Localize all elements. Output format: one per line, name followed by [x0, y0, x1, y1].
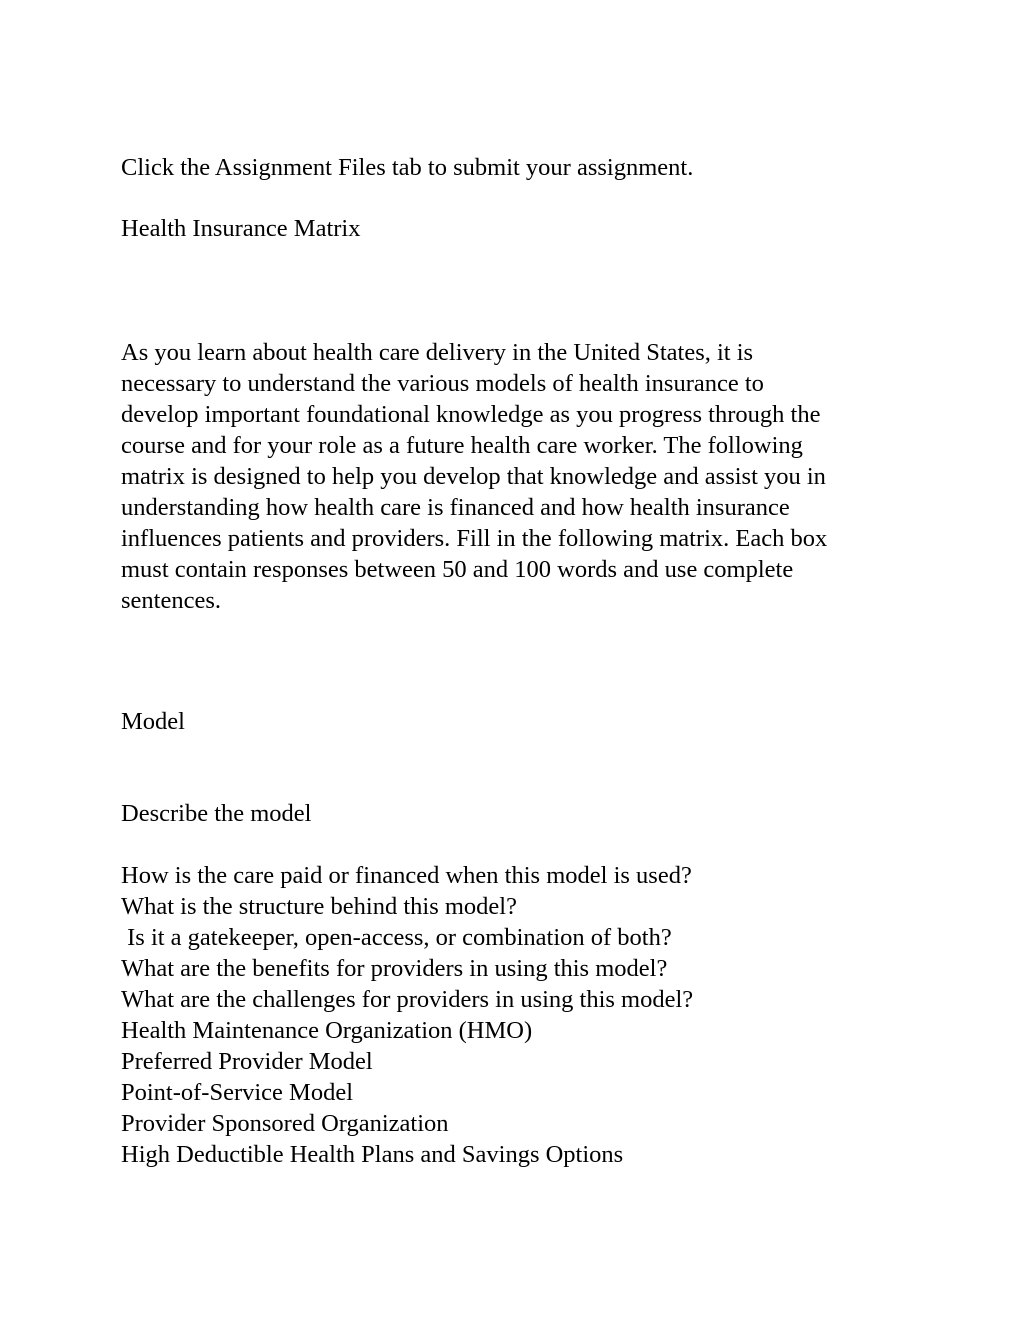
intro-line: course and for your role as a future health care worker. The following	[121, 432, 803, 459]
intro-line: must contain responses between 50 and 100 words and use complete	[121, 556, 794, 583]
intro-line: understanding how health care is financed and how health insurance	[121, 494, 790, 521]
model-item: High Deductible Health Plans and Savings Options	[121, 1141, 624, 1168]
model-item: Point-of-Service Model	[121, 1079, 354, 1106]
model-item: Provider Sponsored Organization	[121, 1110, 449, 1137]
model-item: Preferred Provider Model	[121, 1048, 373, 1075]
question-item: What is the structure behind this model?	[121, 893, 517, 920]
question-item: What are the challenges for providers in using this model?	[121, 986, 694, 1013]
describe-heading: Describe the model	[121, 800, 312, 827]
matrix-list	[121, 860, 911, 1170]
question-item: What are the benefits for providers in using this model?	[121, 955, 668, 982]
intro-line: matrix is designed to help you develop that knowledge and assist you in	[121, 463, 826, 490]
intro-line: develop important foundational knowledge as you progress through the	[121, 401, 821, 428]
model-heading: Model	[121, 708, 185, 735]
intro-line: necessary to understand the various models of health insurance to	[121, 370, 764, 397]
intro-line: sentences.	[121, 587, 221, 614]
question-item: How is the care paid or financed when this model is used?	[121, 862, 692, 889]
assignment-instruction: Click the Assignment Files tab to submit your assignment.	[121, 154, 694, 181]
question-item: Is it a gatekeeper, open-access, or combination of both?	[121, 924, 672, 951]
intro-line: influences patients and providers. Fill in the following matrix. Each box	[121, 525, 828, 552]
intro-line: As you learn about health care delivery in the United States, it is	[121, 339, 754, 366]
intro-paragraph	[121, 337, 911, 616]
document-title: Health Insurance Matrix	[121, 215, 361, 242]
model-item: Health Maintenance Organization (HMO)	[121, 1017, 533, 1044]
